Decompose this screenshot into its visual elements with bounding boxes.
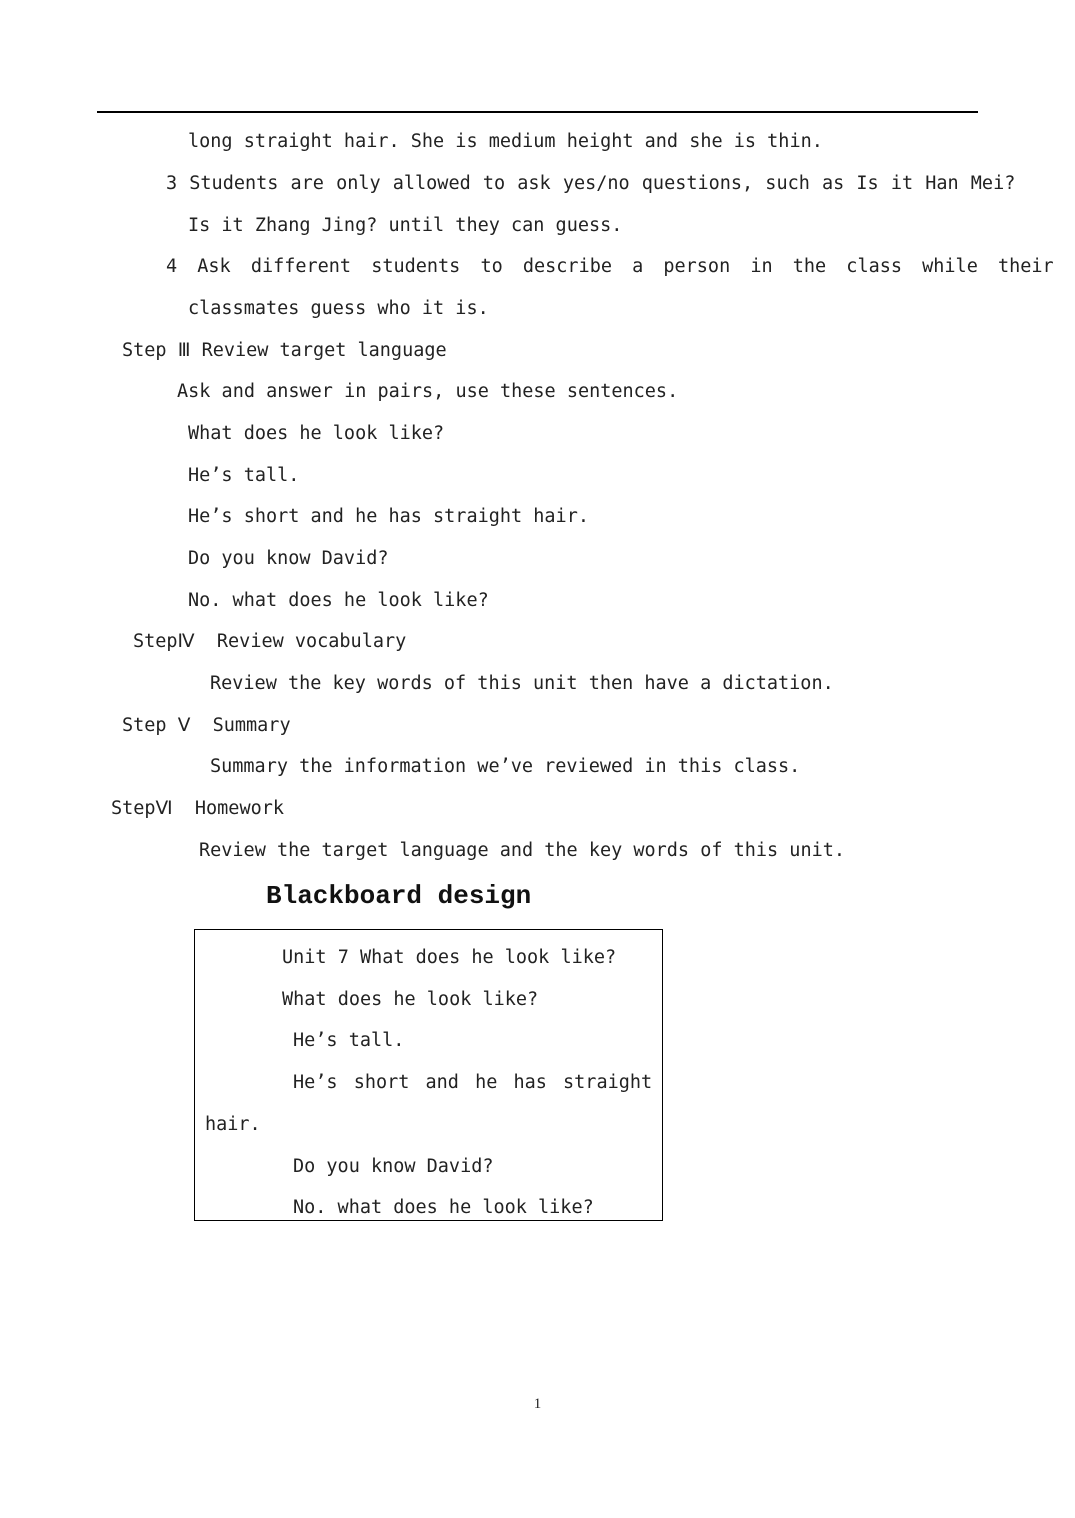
body-line: long straight hair. She is medium height and she is thin.: [188, 131, 823, 152]
page-number: 1: [533, 1396, 542, 1412]
body-line: Ask and answer in pairs, use these sentences.: [177, 381, 679, 402]
step-heading: StepⅥ Homework: [111, 798, 284, 819]
body-line: Review the key words of this unit then have a dictation.: [210, 673, 834, 694]
blackboard-line: What does he look like?: [282, 989, 539, 1010]
body-line: 3 Students are only allowed to ask yes/no questions, such as Is it Han Mei?: [166, 173, 1016, 194]
blackboard-line: Do you know David?: [293, 1156, 494, 1177]
blackboard-line: He’s short and he has straight: [293, 1072, 653, 1093]
body-line: Do you know David?: [188, 548, 389, 569]
body-line: He’s tall.: [188, 465, 300, 486]
blackboard-title: Blackboard design: [266, 881, 532, 911]
step-heading: Step Ⅴ Summary: [122, 715, 291, 736]
body-line: classmates guess who it is.: [188, 298, 489, 319]
body-line: He’s short and he has straight hair.: [188, 506, 589, 527]
body-line: Is it Zhang Jing? until they can guess.: [188, 215, 623, 236]
header-rule: [97, 111, 978, 113]
blackboard-line: Unit 7 What does he look like?: [282, 947, 617, 968]
step-heading: Step Ⅲ Review target language: [122, 340, 447, 361]
body-line: Review the target language and the key words of this unit.: [199, 840, 846, 861]
body-line: What does he look like?: [188, 423, 445, 444]
body-line: Summary the information we’ve reviewed in this class.: [210, 756, 801, 777]
blackboard-line: hair.: [205, 1114, 261, 1135]
body-line: No. what does he look like?: [188, 590, 489, 611]
step-heading: StepⅣ Review vocabulary: [133, 631, 407, 652]
body-line: 4 Ask different students to describe a person in the class while their: [166, 256, 1054, 277]
blackboard-line: He’s tall.: [293, 1030, 405, 1051]
blackboard-line: No. what does he look like?: [293, 1197, 594, 1218]
